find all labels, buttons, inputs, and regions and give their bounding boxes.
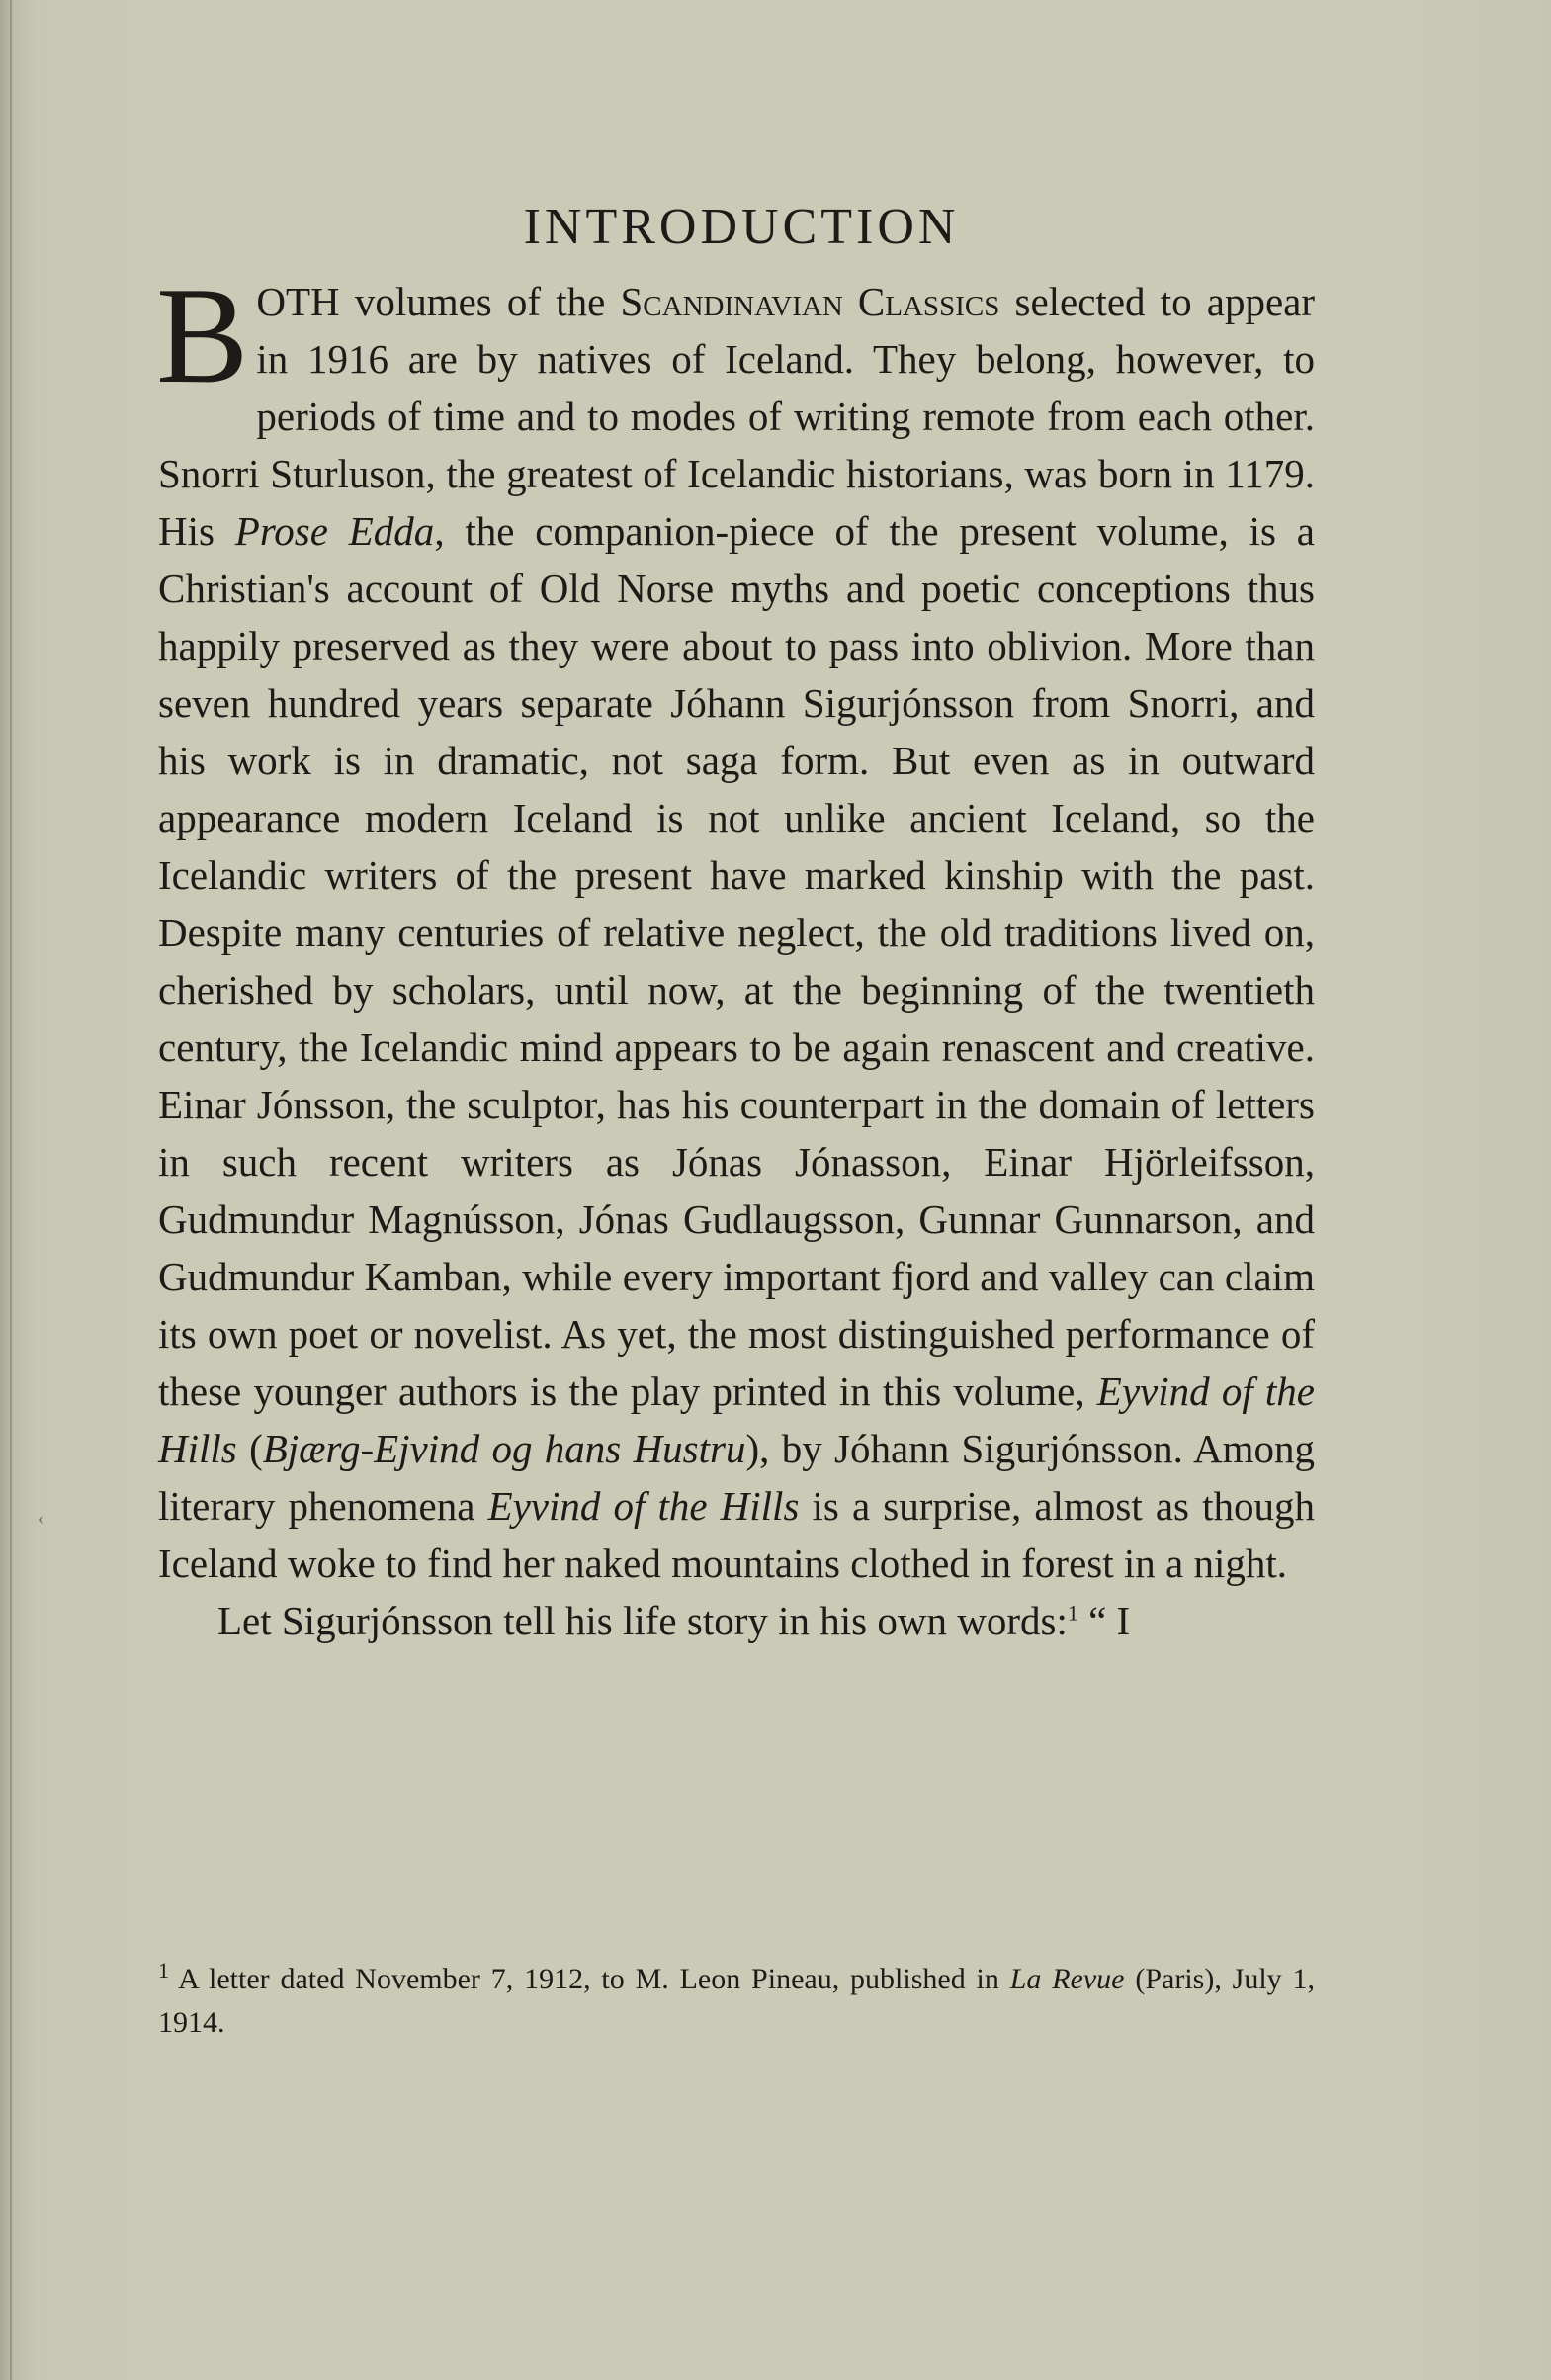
- paragraph-2: [158, 1592, 1315, 1649]
- work-title: Prose Edda: [234, 508, 435, 554]
- footnote-marker: 1: [158, 1958, 169, 1983]
- text-run: “ I: [1077, 1598, 1131, 1643]
- work-title: La Revue: [1009, 1963, 1125, 1995]
- text-run: is a surprise, almost as though Iceland woke to find her naked mountains clothed in forest in a night.: [158, 1483, 1315, 1586]
- text-run: A letter dated November 7, 1912, to M. Leon Pineau, published in: [169, 1963, 1010, 1995]
- paragraph-1: [156, 259, 1316, 1592]
- footnotes: [158, 1958, 1315, 2045]
- text-run: (: [236, 1426, 263, 1471]
- text-run: (Paris), July 1, 1914.: [158, 1963, 1315, 2039]
- drop-cap: B: [156, 259, 249, 412]
- series-name: Scandinavian Classics: [620, 279, 1000, 324]
- text-run: ), by Jóhann Sigurjónsson. Among literary phenomena: [158, 1426, 1315, 1529]
- footnote-ref: 1: [1067, 1600, 1078, 1626]
- text-run: OTH volumes of the: [256, 279, 621, 324]
- work-title: Eyvind of the Hills: [158, 1368, 1316, 1471]
- margin-mark: ‹: [38, 1508, 43, 1528]
- footnote-1: [158, 1958, 1315, 2045]
- binding-gutter: [10, 0, 12, 2380]
- work-title: Eyvind of the Hills: [487, 1483, 800, 1529]
- main-text: [156, 259, 1316, 1649]
- page-title: INTRODUCTION: [523, 199, 960, 255]
- work-title: Bjærg-Ejvind og hans Hustru: [262, 1426, 746, 1471]
- text-run: Let Sigurjónsson tell his life story in his own words:: [217, 1598, 1068, 1643]
- text-run: , the companion-piece of the present volume, is a Christian's account of Old Norse myths and poetic conceptions thus happily preserved as they were about to pass into oblivion. More than seven hundred years separate Jóhann Sigurjónsson from Snorri, and his work is in dramatic, not saga form. But even as in outward appearance modern Iceland is not unlike ancient Iceland, so the Icelandic writers of the present have marked kinship with the past. Despite many centuries of relative neglect, the old traditions lived on, cherished by scholars, until now, at the beginning of the twentieth century, the Icelandic mind appears to be again renascent and creative. Einar Jónsson, the sculptor, has his counterpart in the domain of letters in such recent writers as Jónas Jónasson, Einar Hjörleifsson, Gudmundur Magnússon, Jónas Gudlaugsson, Gunnar Gunnarson, and Gudmundur Kamban, while every important fjord and valley can claim its own poet or novelist. As yet, the most distinguished performance of these younger authors is the play printed in this volume,: [158, 508, 1315, 1414]
- text-run: selected to appear in 1916 are by natives of Iceland. They belong, however, to periods of time and to modes of writing remote from each other. Snorri Sturluson, the greatest of Icelandic historians, was born in 1179. His: [158, 279, 1315, 554]
